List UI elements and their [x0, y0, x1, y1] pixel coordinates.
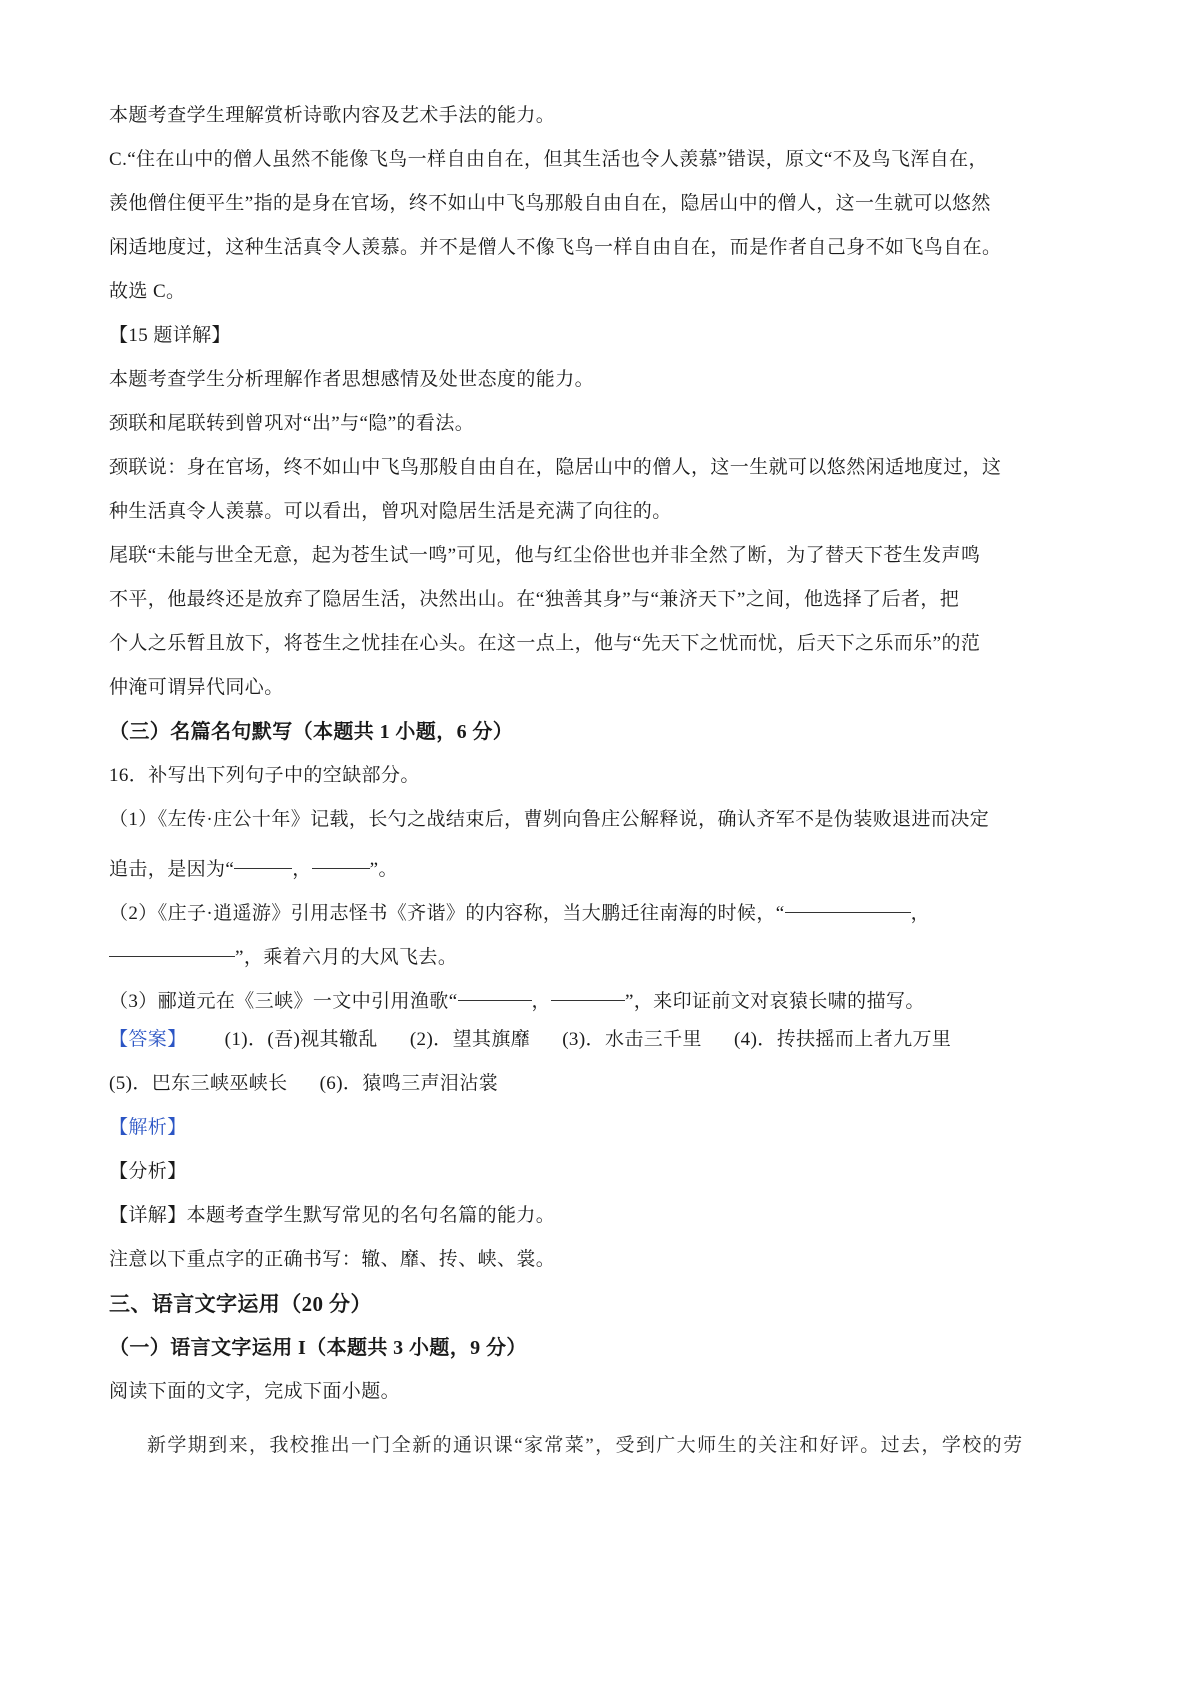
fill-in-line	[109, 930, 1100, 974]
text-run: 追击，是因为“	[109, 859, 235, 880]
text-line: 本题考查学生分析理解作者思想感情及处世态度的能力。	[109, 369, 595, 390]
text-line: 种生活真令人羡慕。可以看出，曾巩对隐居生活是充满了向往的。	[109, 501, 672, 522]
text-run: （3）郦道元在《三峡》一文中引用渔歌“	[109, 991, 458, 1012]
answer-blank[interactable]	[785, 886, 911, 913]
answer-blank[interactable]	[109, 930, 235, 957]
text-line: 颈联说：身在官场，终不如山中飞鸟那般自由自在，隐居山中的僧人，这一生就可以悠然闲适地度过，这	[109, 457, 1002, 478]
answer-item: (4)．抟扶摇而上者九万里	[733, 1029, 952, 1050]
text-run: （2）《庄子·逍遥游》引用志怪书《齐谐》的内容称，当大鹏迁往南海的时候，“	[109, 903, 785, 924]
text-line: 颈联和尾联转到曾巩对“出”与“隐”的看法。	[109, 413, 475, 434]
text-line: 仲淹可谓异代同心。	[109, 677, 284, 698]
text-line: 阅读下面的文字，完成下面小题。	[109, 1381, 401, 1402]
text-line: 闲适地度过，这种生活真令人羡慕。并不是僧人不像飞鸟一样自由自在，而是作者自己身不如飞鸟自在。	[109, 237, 1002, 258]
text-line: 注意以下重点字的正确书写：辙、靡、抟、峡、裳。	[109, 1249, 556, 1270]
answer-item: (1)．(吾)视其辙乱	[224, 1029, 378, 1050]
answer-item: (3)．水击三千里	[562, 1029, 702, 1050]
text-line: 【详解】本题考查学生默写常见的名句名篇的能力。	[109, 1205, 556, 1226]
answer-blank[interactable]	[234, 842, 292, 869]
answer-row	[109, 1062, 1100, 1106]
text-run: ”，乘着六月的大风飞去。	[235, 947, 458, 968]
text-run: ，	[910, 903, 930, 924]
answer-row	[109, 1018, 1100, 1062]
text-run: ，	[531, 991, 551, 1012]
text-line: （1）《左传·庄公十年》记载，长勺之战结束后，曹刿向鲁庄公解释说，确认齐军不是伪装败退进而决定	[109, 809, 990, 830]
section-heading: （三）名篇名句默写（本题共 1 小题，6 分）	[109, 721, 514, 743]
text-line: 故选 C。	[109, 281, 186, 302]
paragraph-spacer	[109, 1414, 1100, 1424]
question-title: 16．补写出下列句子中的空缺部分。	[109, 765, 420, 786]
answer-blank[interactable]	[458, 974, 532, 1001]
text-line: 尾联“未能与世全无意，起为苍生试一鸣”可见，他与红尘俗世也并非全然了断，为了替天下苍生发声鸣	[109, 545, 981, 566]
analysis-label: 【解析】	[109, 1117, 187, 1138]
answer-blank[interactable]	[551, 974, 625, 1001]
section-label: 【15 题详解】	[109, 325, 231, 346]
fill-in-line	[109, 886, 1100, 930]
text-run: ，	[292, 859, 312, 880]
reading-passage: 新学期到来，我校推出一门全新的通识课“家常菜”，受到广大师生的关注和好评。过去，学校的劳	[147, 1435, 1024, 1456]
text-line: 个人之乐暂且放下，将苍生之忧挂在心头。在这一点上，他与“先天下之忧而忧，后天下之乐而乐”的范	[109, 633, 981, 654]
answer-item: (6)．猿鸣三声泪沾裳	[319, 1073, 499, 1094]
text-line: C.“住在山中的僧人虽然不能像飞鸟一样自由自在，但其生活也令人羡慕”错误，原文“不及鸟飞浑自在，	[109, 149, 988, 170]
section-heading: （一）语言文字运用 I（本题共 3 小题，9 分）	[109, 1337, 527, 1359]
fill-in-line	[109, 842, 1100, 886]
text-line: 本题考查学生理解赏析诗歌内容及艺术手法的能力。	[109, 105, 556, 126]
text-line: 不平，他最终还是放弃了隐居生活，决然出山。在“独善其身”与“兼济天下”之间，他选择了后者，把	[109, 589, 960, 610]
answer-item: (5)．巴东三峡巫峡长	[109, 1073, 288, 1094]
section-label: 【分析】	[109, 1161, 187, 1182]
answer-item: (2)．望其旗靡	[409, 1029, 531, 1050]
answer-blank[interactable]	[312, 842, 370, 869]
fill-in-line	[109, 974, 1100, 1018]
section-heading: 三、语言文字运用（20 分）	[109, 1292, 372, 1316]
answer-label: 【答案】	[109, 1029, 187, 1050]
text-run: ”，来印证前文对哀猿长啸的描写。	[624, 991, 925, 1012]
text-run: ”。	[369, 859, 398, 880]
text-line: 羡他僧住便平生”指的是身在官场，终不如山中飞鸟那般自由自在，隐居山中的僧人，这一生就可以悠然	[109, 193, 991, 214]
document-body	[109, 94, 1100, 1468]
